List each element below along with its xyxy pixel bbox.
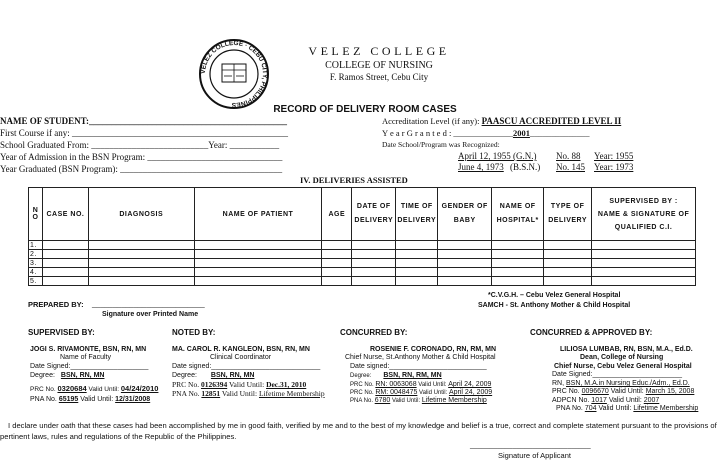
header-age: AGE — [322, 188, 352, 241]
supervised-pna-label: PNA No. — [30, 396, 57, 403]
noted-pna-valid-label: Valid Until: — [221, 389, 258, 398]
concurred-prc-valid-label: Valid Until: — [418, 382, 447, 388]
header-signature-label: NAME & SIGNATURE OF QUALIFIED C.I. — [597, 210, 690, 231]
concurred-prc2-line — [350, 389, 492, 396]
note-cvgh: *C.V.G.H. – Cebu Velez General Hospital — [488, 292, 621, 299]
concurred-prc2-label: PRC No. — [350, 390, 374, 396]
approved-prc-valid-label: Valid Until: — [610, 388, 644, 395]
recognition-date-2: June 4, 1973 — [458, 162, 504, 172]
table-row[interactable] — [29, 259, 696, 268]
noted-date[interactable]: Date signed:____________________________ — [172, 363, 321, 370]
supervised-date[interactable]: Date Signed:____________________ — [30, 363, 149, 370]
field-student-name[interactable]: NAME OF STUDENT:____________________________________________ — [0, 116, 288, 126]
concurred-title: CONCURRED BY: — [340, 328, 408, 337]
approved-adpcn-label: ADPCN No. — [552, 397, 590, 404]
prepared-by-label: PREPARED BY: — [28, 300, 84, 309]
form-title: RECORD OF DELIVERY ROOM CASES — [273, 104, 457, 115]
recognition-label: Date School/Program was Recognized: — [382, 140, 500, 149]
approved-rn-label: RN, — [552, 380, 565, 387]
college-seal — [198, 38, 270, 110]
table-row[interactable] — [29, 250, 696, 259]
concurred-pna-valid: Lifetime Membership — [421, 397, 487, 404]
noted-title: NOTED BY: — [172, 328, 216, 337]
approved-name: LILIOSA LUMBAB, RN, BSN, M.A., Ed.D. — [560, 346, 693, 353]
approved-pna-label: PNA No. — [556, 405, 583, 412]
row-number: 5. — [29, 277, 43, 286]
recognition-no-2: No. 145 — [556, 162, 585, 172]
supervised-name: JOGI S. RIVAMONTE, BSN, RN, MN — [30, 346, 147, 353]
section-title: IV. DELIVERIES ASSISTED — [300, 175, 408, 185]
approved-adpcn-line — [552, 397, 659, 404]
note-samch: SAMCH - St. Anthony Mother & Child Hospital — [478, 302, 631, 309]
noted-prc-valid: Dec.31, 2010 — [266, 380, 307, 389]
supervised-prc: 0320684 — [57, 384, 87, 393]
year-granted-label: Y e a r G r a n t e d : ______________ — [382, 128, 513, 138]
prepared-by-line[interactable]: ___________________________ — [92, 299, 205, 308]
concurred-prc-line — [350, 381, 491, 388]
approved-prc-valid: March 15, 2008 — [645, 388, 695, 395]
row-number: 3. — [29, 259, 43, 268]
header-no: N O — [29, 188, 43, 241]
supervised-prc-valid: 04/24/2010 — [120, 384, 159, 393]
approved-role-chief: Chief Nurse, Cebu Velez General Hospital — [554, 363, 692, 370]
header-supervised-by — [592, 188, 696, 241]
recognition-bsn: (B.S.N.) — [510, 162, 541, 172]
row-number: 1. — [29, 241, 43, 250]
concurred-name: ROSENIE F. CORONADO, RN, RM, MN — [370, 346, 497, 353]
recognition-line-2 — [458, 162, 540, 172]
college-name: VELEZ COLLEGE — [308, 44, 450, 58]
concurred-pna-valid-label: Valid Until: — [391, 398, 421, 404]
concurred-prc2-valid: April 24, 2009 — [448, 389, 493, 396]
deliveries-table — [28, 187, 696, 286]
recognition-year-2: Year: 1973 — [594, 162, 634, 172]
concurred-degree: BSN, RN, RM, MN — [383, 372, 442, 379]
noted-degree-label: Degree: — [172, 372, 197, 379]
approved-prc-label: PRC No. — [552, 388, 580, 395]
supervised-role: Name of Faculty — [60, 354, 111, 361]
noted-pna-valid: Lifetime Membership — [258, 389, 325, 398]
approved-pna-line — [556, 405, 698, 412]
prepared-by-caption: Signature over Printed Name — [102, 311, 199, 318]
supervised-pna-line — [30, 396, 150, 403]
approved-prc: 0096670 — [581, 388, 609, 395]
supervised-prc-valid-label: Valid Until: — [88, 386, 120, 393]
accreditation-label: Accreditation Level (if any): — [382, 116, 482, 126]
noted-pna: 12851 — [201, 389, 221, 398]
noted-name: MA. CAROL R. KANGLEON, BSN, RN, MN — [172, 346, 310, 353]
concurred-degree-label: Degree: — [350, 373, 372, 379]
accreditation-line — [382, 116, 621, 126]
concurred-prc: RN: 0063068 — [375, 381, 417, 388]
approved-role-dean: Dean, College of Nursing — [580, 354, 664, 361]
concurred-role: Chief Nurse, St.Anthony Mother & Child Hospital — [345, 354, 496, 361]
approved-pna: 704 — [584, 405, 597, 412]
supervised-degree-label: Degree: — [30, 372, 55, 379]
noted-prc-valid-label: Valid Until: — [228, 380, 265, 389]
supervised-prc-label: PRC No. — [30, 386, 56, 393]
concurred-prc2: RM: 0048475 — [375, 389, 418, 396]
header-supervised-label: SUPERVISED BY : — [609, 197, 678, 205]
noted-prc-line — [172, 380, 306, 389]
supervised-pna-valid-label: Valid Until: — [80, 396, 114, 403]
recognition-year-1: Year: 1955 — [594, 151, 634, 161]
applicant-signature-caption: Signature of Applicant — [498, 451, 571, 460]
recognition-no-1: No. 88 — [556, 151, 581, 161]
approved-adpcn-valid: 2007 — [643, 397, 660, 404]
field-year-admission[interactable]: Year of Admission in the BSN Program: ______________________________ — [0, 152, 283, 162]
approved-pna-valid: Lifetime Membership — [633, 405, 699, 412]
header-diagnosis: DIAGNOSIS — [88, 188, 194, 241]
noted-degree: BSN, RN, MN — [210, 372, 255, 379]
table-row[interactable] — [29, 241, 696, 250]
noted-degree-line — [172, 372, 268, 379]
school-address: F. Ramos Street, Cebu City — [329, 72, 429, 82]
concurred-pna: 6780 — [374, 397, 391, 404]
declaration-text: I declare under oath that these cases had been accomplished by me in good faith, verified by me and to the best of my knowledge and belief is a true, correct and complete statement pursuant to the provisions of pertinent laws, rules and regulations of the Republic of the Philippines. — [0, 421, 717, 441]
approved-rn-line — [552, 380, 690, 387]
concurred-pna-line — [350, 397, 487, 404]
header-date-of-delivery: DATE OF DELIVERY — [352, 188, 396, 241]
supervised-degree: BSN, RN, MN — [60, 372, 105, 379]
noted-role: Clinical Coordinator — [210, 354, 272, 361]
concurred-prc-valid: April 24, 2009 — [448, 381, 492, 388]
header-case-no: CASE NO. — [42, 188, 88, 241]
concurred-pna-label: PNA No. — [350, 398, 374, 404]
header-gender-of-baby: GENDER OF BABY — [438, 188, 492, 241]
approved-date[interactable]: Date Signed:_______________________ — [552, 371, 683, 378]
noted-pna-line — [172, 389, 325, 398]
concurred-date[interactable]: Date signed:_________________________ — [350, 363, 487, 370]
table-row[interactable] — [29, 268, 696, 277]
noted-pna-label: PNA No. — [172, 389, 200, 398]
table-row[interactable] — [29, 277, 696, 286]
row-number: 2. — [29, 250, 43, 259]
noted-prc: 0126394 — [200, 380, 228, 389]
supervised-pna-valid: 12/31/2008 — [115, 396, 151, 403]
year-granted-line: Y e a r G r a n t e d : ______________2001______________ — [382, 128, 590, 138]
field-school-graduated[interactable]: School Graduated From: __________________________Year: ___________ — [0, 140, 280, 150]
noted-prc-label: PRC No. — [172, 380, 200, 389]
header-time-of-delivery: TIME OF DELIVERY — [396, 188, 438, 241]
recognition-date-1: April 12, 1955 (G.N.) — [458, 151, 537, 161]
supervised-pna: 65195 — [58, 396, 79, 403]
approved-rn: BSN, M.A.in Nursing Educ./Adm., Ed.D. — [566, 380, 690, 387]
concurred-prc2-valid-label: Valid Until: — [419, 390, 448, 396]
header-type-of-delivery: TYPE OF DELIVERY — [544, 188, 592, 241]
field-year-graduated[interactable]: Year Graduated (BSN Program): ____________________________________ — [0, 164, 283, 174]
year-granted-value: 2001 — [512, 128, 530, 138]
approved-pna-valid-label: Valid Until: — [598, 405, 632, 412]
row-number: 4. — [29, 268, 43, 277]
header-patient-name: NAME OF PATIENT — [194, 188, 322, 241]
supervised-title: SUPERVISED BY: — [28, 328, 95, 337]
supervised-degree-line — [30, 372, 110, 379]
approved-title: CONCURRED & APPROVED BY: — [530, 328, 653, 337]
svg-text:VELEZ COLLEGE · CEBU CITY, PHI: VELEZ COLLEGE · CEBU CITY, PHILIPPINES — [199, 39, 269, 109]
supervised-prc-line — [30, 384, 158, 393]
school-name: COLLEGE OF NURSING — [325, 60, 433, 71]
concurred-prc-label: PRC No. — [350, 382, 374, 388]
approved-adpcn-valid-label: Valid Until: — [608, 397, 642, 404]
field-first-course[interactable]: First Course if any: ________________________________________________ — [0, 128, 288, 138]
approved-adpcn: 1017 — [591, 397, 607, 404]
header-hospital: NAME OF HOSPITAL* — [492, 188, 544, 241]
accreditation-value: PAASCU ACCREDITED LEVEL II — [481, 116, 622, 126]
applicant-signature-line[interactable]: _______________________________ — [470, 442, 591, 449]
concurred-degree-line — [350, 372, 454, 379]
approved-prc-line — [552, 388, 694, 395]
